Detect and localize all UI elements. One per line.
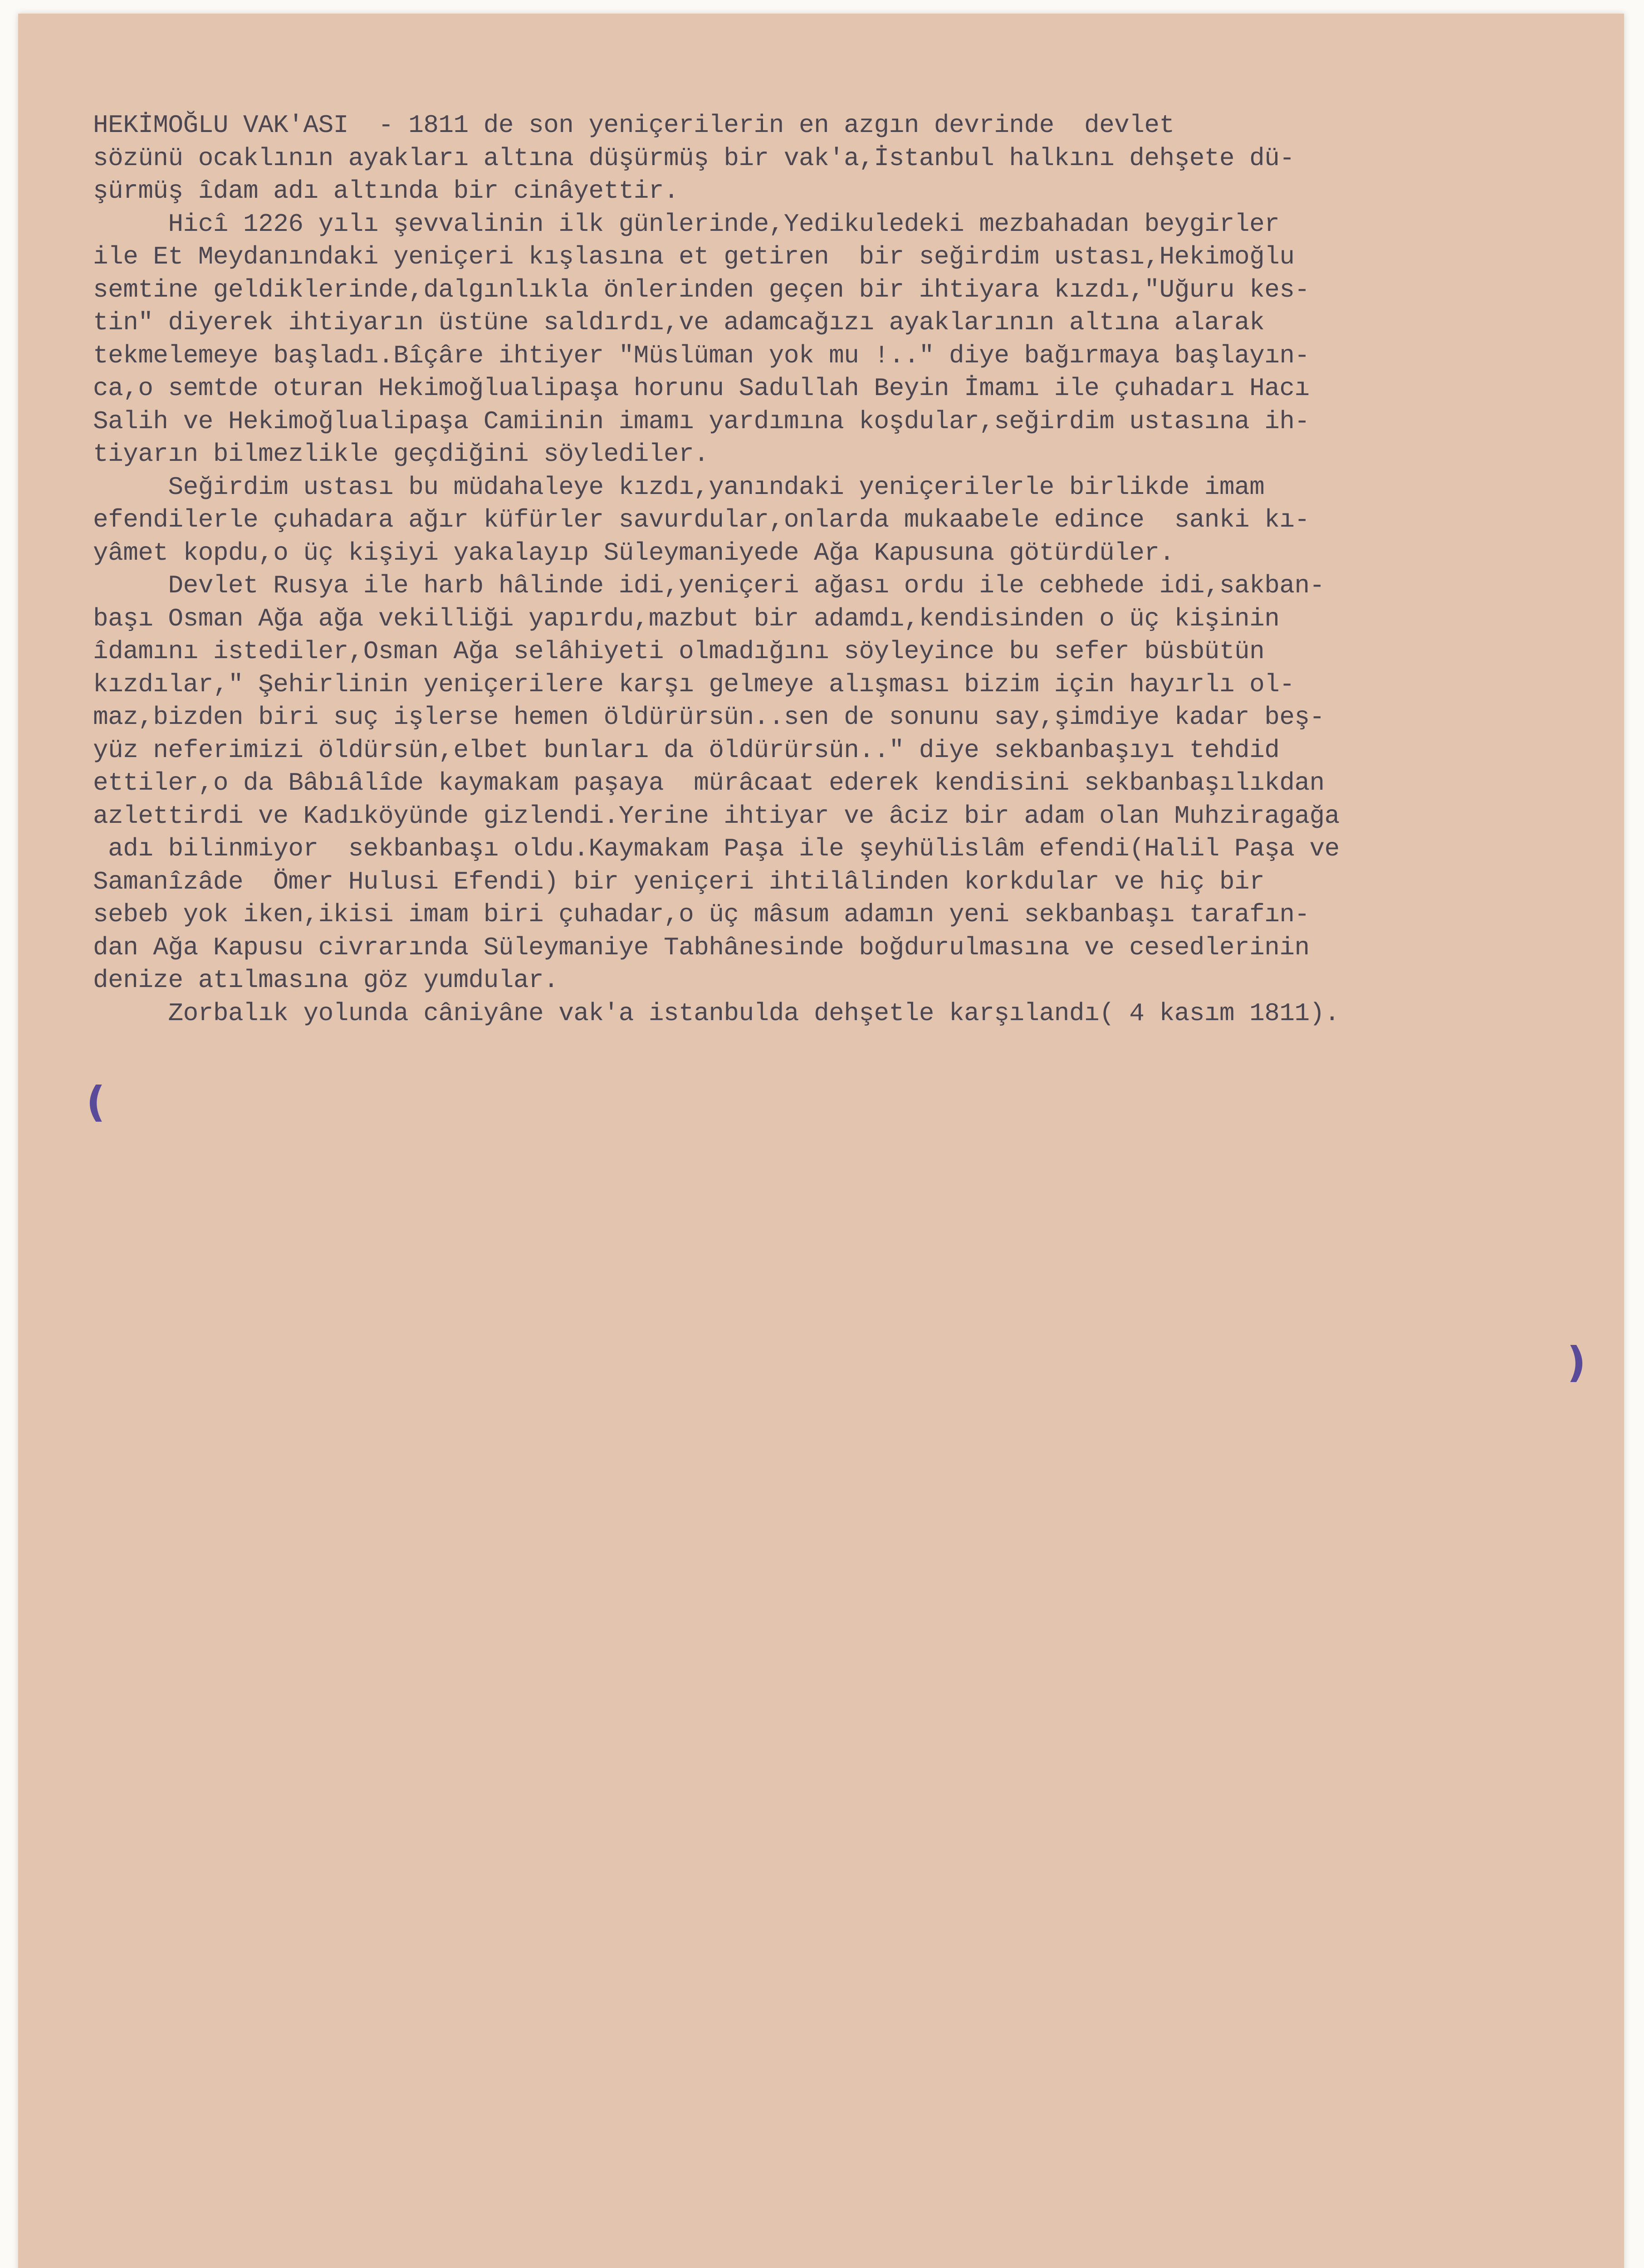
- text-line: yâmet kopdu,o üç kişiyi yakalayıp Süleymaniyede Ağa Kapusuna götürdüler.: [93, 538, 1174, 567]
- text-line: Samanîzâde Ömer Hulusi Efendi) bir yeniçeri ihtilâlinden korkdular ve hiç bir: [93, 867, 1265, 896]
- text-line: HEKİMOĞLU VAK'ASI - 1811 de son yeniçerilerin en azgın devrinde devlet: [93, 111, 1174, 140]
- text-line: tiyarın bilmezlikle geçdiğini söylediler.: [93, 440, 709, 469]
- text-line: Devlet Rusya ile harb hâlinde idi,yeniçeri ağası ordu ile cebhede idi,sakban-: [93, 571, 1325, 600]
- text-line: îdamını istediler,Osman Ağa selâhiyeti olmadığını söyleyince bu sefer büsbütün: [93, 637, 1265, 666]
- text-line: ile Et Meydanındaki yeniçeri kışlasına et getiren bir seğirdim ustası,Hekimoğlu: [93, 242, 1295, 271]
- handwritten-right-parenthesis: ): [1567, 1338, 1586, 1387]
- text-line: semtine geldiklerinde,dalgınlıkla önlerinden geçen bir ihtiyara kızdı,"Uğuru kes-: [93, 275, 1310, 304]
- text-line: ettiler,o da Bâbıâlîde kaymakam paşaya mürâcaat ederek kendisini sekbanbaşılıkdan: [93, 768, 1325, 797]
- text-line: Zorbalık yolunda câniyâne vak'a istanbulda dehşetle karşılandı( 4 kasım 1811).: [93, 998, 1340, 1028]
- text-line: azlettirdi ve Kadıköyünde gizlendi.Yerine ihtiyar ve âciz bir adam olan Muhziragağa: [93, 801, 1340, 831]
- text-line: tekmelemeye başladı.Bîçâre ihtiyer "Müslüman yok mu !.." diye bağırmaya başlayın-: [93, 341, 1310, 370]
- text-line: adı bilinmiyor sekbanbaşı oldu.Kaymakam Paşa ile şeyhülislâm efendi(Halil Paşa ve: [93, 834, 1340, 863]
- text-line: Salih ve Hekimoğlualipaşa Camiinin imamı yardımına koşdular,seğirdim ustasına ih-: [93, 406, 1310, 436]
- text-line: dan Ağa Kapusu civrarında Süleymaniye Tabhânesinde boğdurulmasına ve cesedlerinin: [93, 933, 1310, 962]
- handwritten-left-parenthesis: (: [86, 1078, 106, 1126]
- document-body: [93, 109, 1617, 1030]
- text-line: sebeb yok iken,ikisi imam biri çuhadar,o üç mâsum adamın yeni sekbanbaşı tarafın-: [93, 900, 1310, 929]
- text-line: denize atılmasına göz yumdular.: [93, 966, 559, 995]
- text-line: başı Osman Ağa ağa vekilliği yapırdu,mazbut bir adamdı,kendisinden o üç kişinin: [93, 604, 1280, 633]
- text-line: efendilerle çuhadara ağır küfürler savurdular,onlarda mukaabele edince sanki kı-: [93, 505, 1310, 534]
- text-line: kızdılar," Şehirlinin yeniçerilere karşı gelmeye alışması bizim için hayırlı ol-: [93, 670, 1295, 699]
- text-line: şürmüş îdam adı altında bir cinâyettir.: [93, 176, 679, 205]
- text-line: ca,o semtde oturan Hekimoğlualipaşa horunu Sadullah Beyin İmamı ile çuhadarı Hacı: [93, 374, 1310, 403]
- text-line: sözünü ocaklının ayakları altına düşürmüş bir vak'a,İstanbul halkını dehşete dü-: [93, 143, 1295, 173]
- text-line: maz,bizden biri suç işlerse hemen öldürürsün..sen de sonunu say,şimdiye kadar beş-: [93, 703, 1325, 732]
- text-line: tin" diyerek ihtiyarın üstüne saldırdı,ve adamcağızı ayaklarının altına alarak: [93, 308, 1265, 337]
- text-line: Seğirdim ustası bu müdahaleye kızdı,yanındaki yeniçerilerle birlikde imam: [93, 472, 1265, 502]
- text-line: Hicî 1226 yılı şevvalinin ilk günlerinde,Yedikuledeki mezbahadan beygirler: [93, 209, 1280, 239]
- text-line: yüz neferimizi öldürsün,elbet bunları da öldürürsün.." diye sekbanbaşıyı tehdid: [93, 735, 1280, 765]
